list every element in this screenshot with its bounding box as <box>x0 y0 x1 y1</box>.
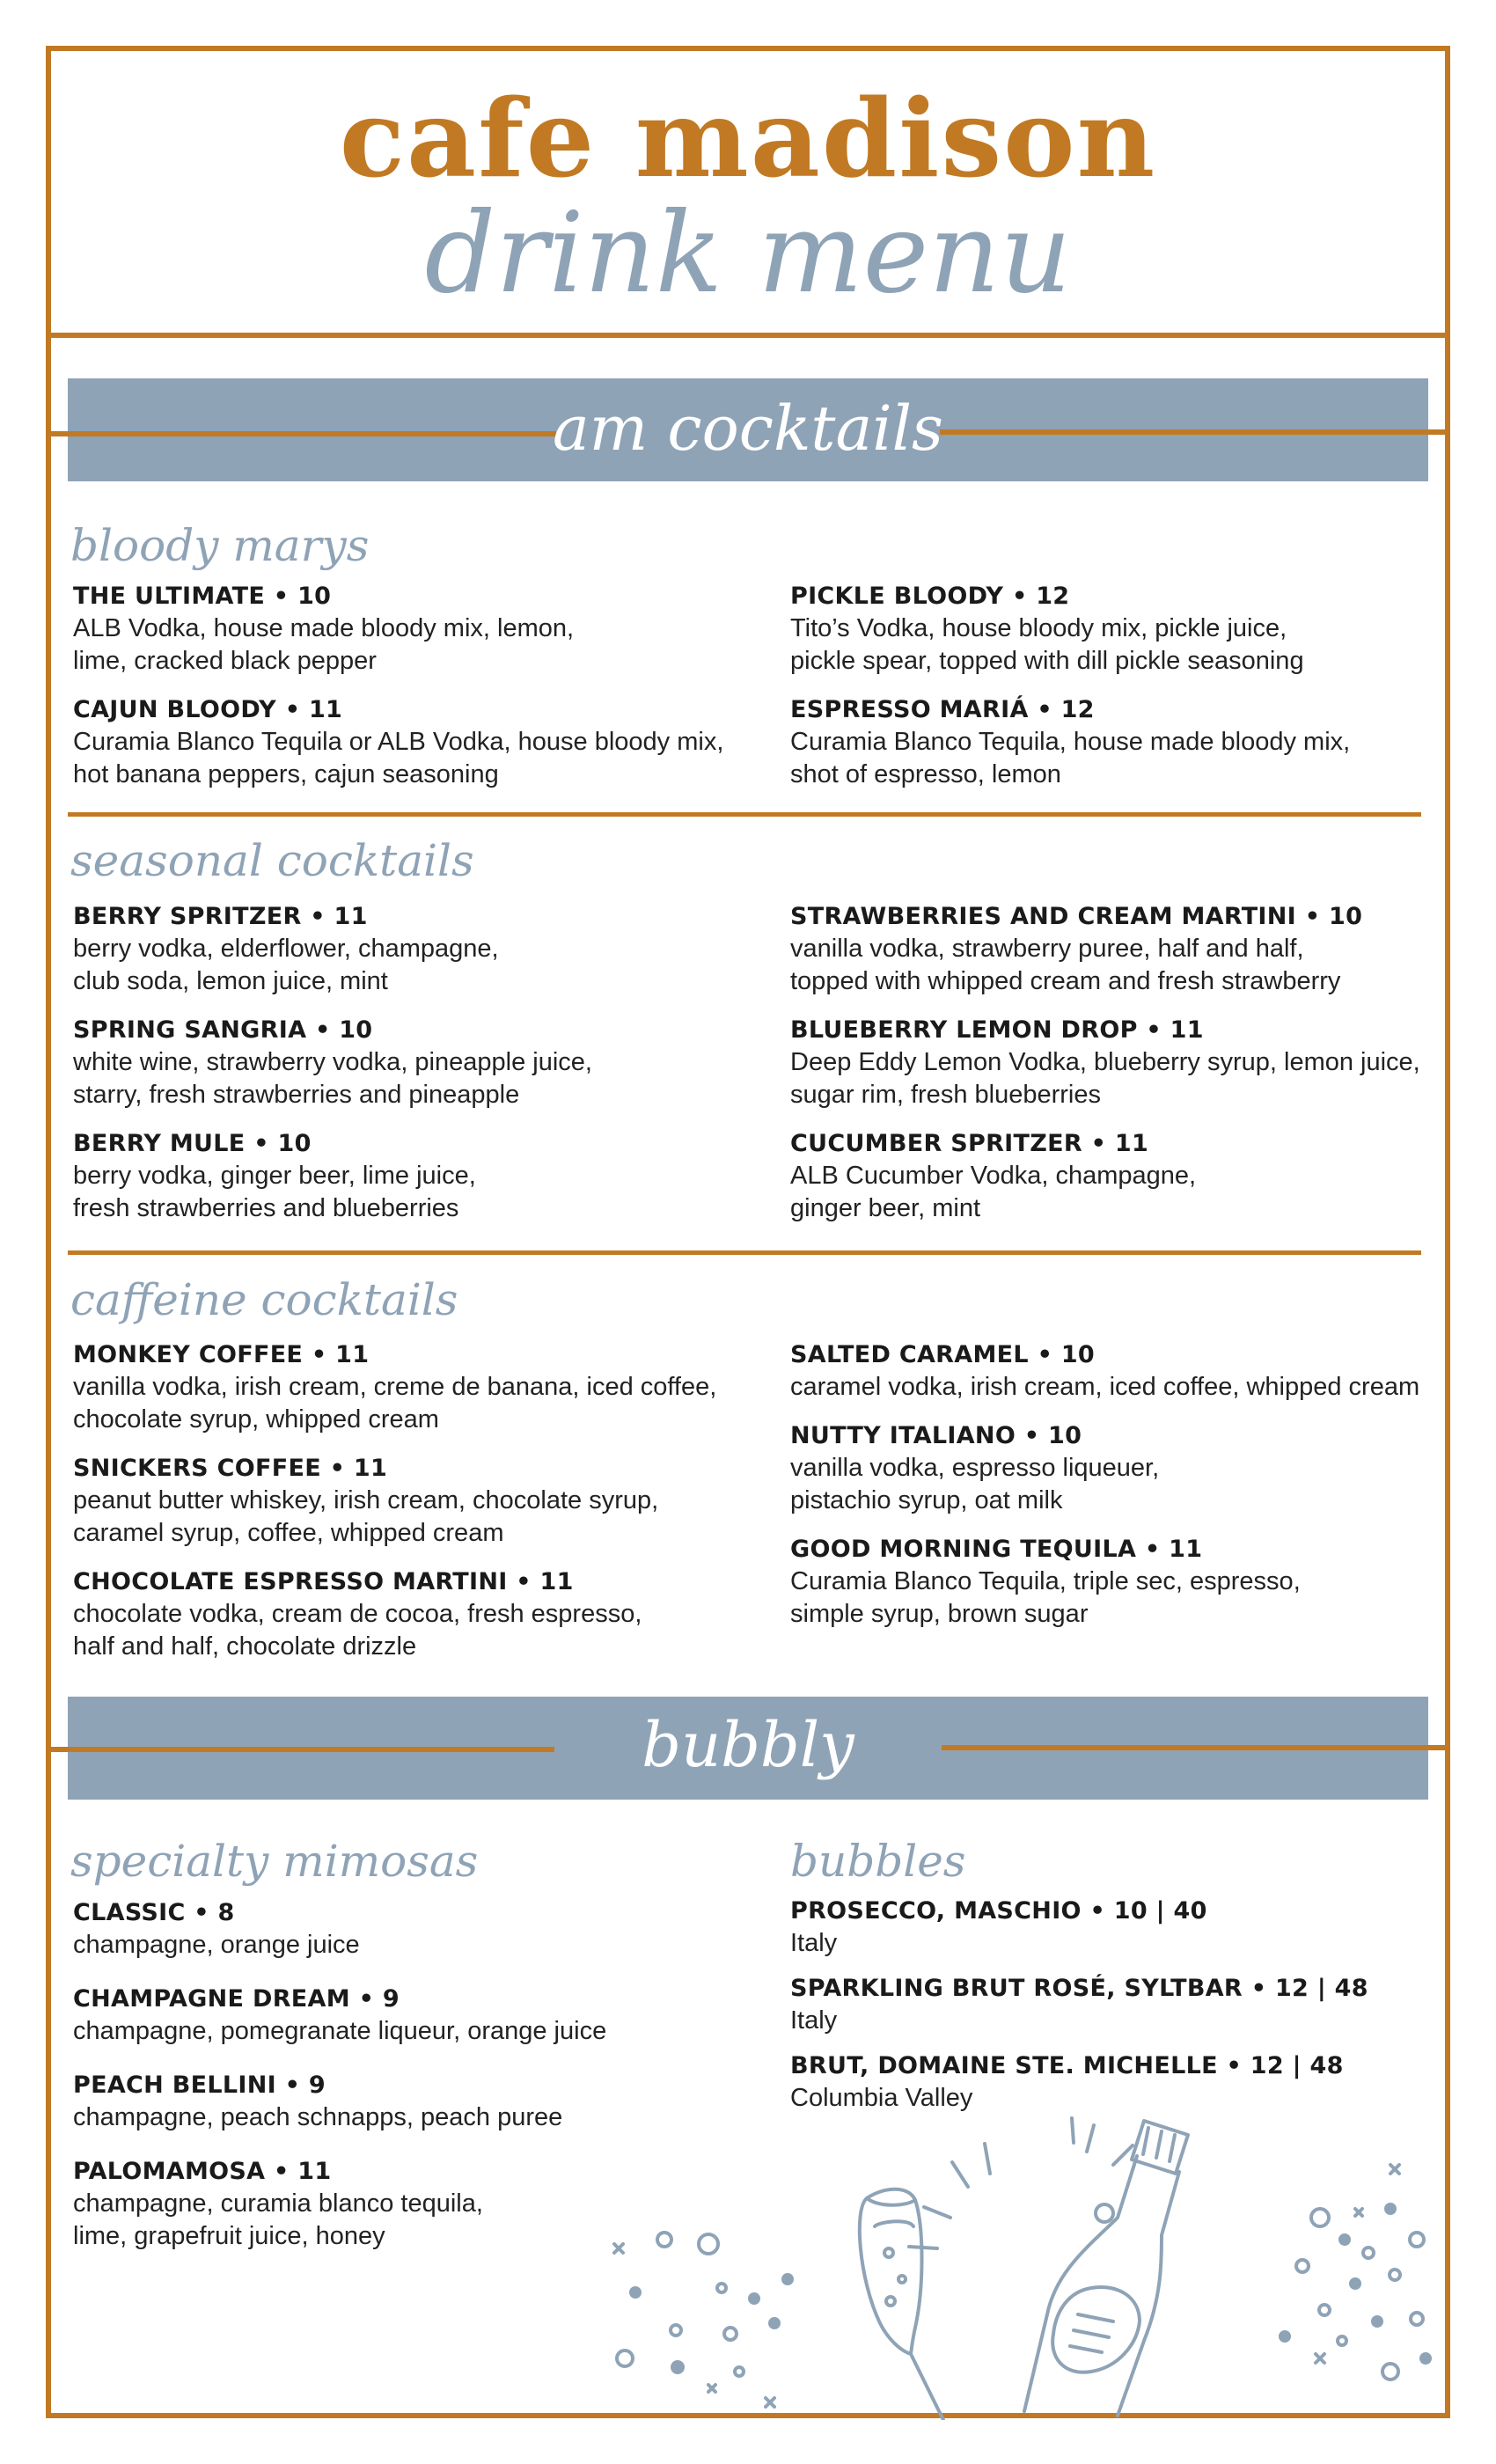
item-desc-line: Deep Eddy Lemon Vodka, blueberry syrup, lemon juice, <box>790 1048 1420 1076</box>
item-desc-line: sugar rim, fresh blueberries <box>790 1081 1101 1109</box>
menu-item <box>73 1339 742 1436</box>
item-name: BLUEBERRY LEMON DROP • 11 <box>790 1016 1204 1044</box>
menu-item <box>73 1015 742 1111</box>
item-name: PROSECCO, MASCHIO • 10 | 40 <box>790 1897 1207 1925</box>
header-divider <box>46 333 1450 338</box>
item-desc-line: champagne, curamia blanco tequila, <box>73 2189 483 2218</box>
item-desc-line: vanilla vodka, strawberry puree, half and half, <box>790 935 1304 963</box>
item-desc-line: Curamia Blanco Tequila or ALB Vodka, house bloody mix, <box>73 728 724 756</box>
band-label-am-cocktails: am cocktails <box>553 392 943 465</box>
item-desc-line: champagne, peach schnapps, peach puree <box>73 2103 563 2131</box>
champagne-flute-icon <box>860 2189 943 2420</box>
menu-title: cafe madison <box>339 75 1157 202</box>
menu-item <box>790 581 1459 678</box>
item-desc-line: caramel vodka, irish cream, iced coffee, whipped cream <box>790 1373 1420 1401</box>
menu-item <box>73 694 742 791</box>
item-name: CUCUMBER SPRITZER • 11 <box>790 1130 1149 1157</box>
item-name: PALOMAMOSA • 11 <box>73 2158 332 2185</box>
item-desc-line: champagne, orange juice <box>73 1931 360 1959</box>
bubbles-icon <box>614 2233 792 2407</box>
item-name: CAJUN BLOODY • 11 <box>73 696 343 723</box>
item-name: SNICKERS COFFEE • 11 <box>73 1455 388 1482</box>
champagne-bottle-icon <box>1024 2121 1188 2416</box>
item-desc-line: Curamia Blanco Tequila, triple sec, espresso, <box>790 1567 1301 1595</box>
item-name: SPARKLING BRUT ROSÉ, SYLTBAR • 12 | 48 <box>790 1975 1368 2002</box>
item-name: ESPRESSO MARIÁ • 12 <box>790 696 1095 723</box>
item-desc-line: Curamia Blanco Tequila, house made bloody mix, <box>790 728 1351 756</box>
menu-item <box>790 1534 1459 1631</box>
item-name: CHAMPAGNE DREAM • 9 <box>73 1985 400 2013</box>
item-name: NUTTY ITALIANO • 10 <box>790 1422 1082 1449</box>
band-label-bubbly: bubbly <box>642 1709 854 1781</box>
item-desc-line: Columbia Valley <box>790 2084 973 2112</box>
section-divider <box>68 1250 1421 1255</box>
item-desc-line: vanilla vodka, espresso liqueuer, <box>790 1454 1160 1482</box>
item-name: MONKEY COFFEE • 11 <box>73 1341 370 1368</box>
item-desc-line: half and half, chocolate drizzle <box>73 1632 417 1661</box>
item-name: BERRY SPRITZER • 11 <box>73 903 368 930</box>
menu-item <box>790 694 1459 791</box>
section-divider <box>68 812 1421 817</box>
item-desc-line: club soda, lemon juice, mint <box>73 967 388 995</box>
item-name: PICKLE BLOODY • 12 <box>790 583 1070 610</box>
item-name: BRUT, DOMAINE STE. MICHELLE • 12 | 48 <box>790 2052 1344 2079</box>
item-desc-line: peanut butter whiskey, irish cream, chocolate syrup, <box>73 1486 659 1514</box>
item-desc-line: topped with whipped cream and fresh strawberry <box>790 967 1341 995</box>
item-desc-line: shot of espresso, lemon <box>790 760 1061 788</box>
item-desc-line: Tito’s Vodka, house bloody mix, pickle juice, <box>790 614 1287 642</box>
section-title-caffeine-cocktails: caffeine cocktails <box>70 1274 458 1325</box>
section-title-specialty-mimosas: specialty mimosas <box>70 1836 479 1887</box>
item-desc-line: lime, grapefruit juice, honey <box>73 2222 385 2250</box>
item-desc-line: pistachio syrup, oat milk <box>790 1486 1063 1514</box>
menu-item <box>73 1128 742 1225</box>
item-desc-line: starry, fresh strawberries and pineapple <box>73 1081 520 1109</box>
menu-subtitle: drink menu <box>424 188 1072 318</box>
menu-item <box>790 1420 1459 1517</box>
menu-item <box>73 1566 742 1663</box>
item-desc-line: pickle spear, topped with dill pickle seasoning <box>790 647 1304 675</box>
item-name: SPRING SANGRIA • 10 <box>73 1016 373 1044</box>
item-name: PEACH BELLINI • 9 <box>73 2072 326 2099</box>
item-name: SALTED CARAMEL • 10 <box>790 1341 1095 1368</box>
item-name: CHOCOLATE ESPRESSO MARTINI • 11 <box>73 1568 574 1595</box>
item-desc-line: champagne, pomegranate liqueur, orange juice <box>73 2017 607 2045</box>
item-desc-line: Italy <box>790 2006 838 2035</box>
section-title-seasonal-cocktails: seasonal cocktails <box>70 835 474 886</box>
item-desc-line: ALB Cucumber Vodka, champagne, <box>790 1162 1197 1190</box>
menu-item <box>790 1015 1459 1111</box>
item-desc-line: simple syrup, brown sugar <box>790 1600 1089 1628</box>
menu-item <box>790 1339 1459 1404</box>
menu-item <box>790 1896 1459 1960</box>
item-desc-line: lime, cracked black pepper <box>73 647 377 675</box>
menu-item <box>73 1453 742 1550</box>
item-desc-line: Italy <box>790 1929 838 1957</box>
section-title-bubbles: bubbles <box>790 1836 966 1887</box>
item-desc-line: berry vodka, ginger beer, lime juice, <box>73 1162 476 1190</box>
item-desc-line: berry vodka, elderflower, champagne, <box>73 935 499 963</box>
item-desc-line: ginger beer, mint <box>790 1194 981 1222</box>
item-desc-line: hot banana peppers, cajun seasoning <box>73 760 499 788</box>
menu-item <box>790 1128 1459 1225</box>
item-name: GOOD MORNING TEQUILA • 11 <box>790 1536 1203 1563</box>
item-desc-line: chocolate vodka, cream de cocoa, fresh espresso, <box>73 1600 642 1628</box>
section-title-bloody-marys: bloody marys <box>70 520 370 571</box>
champagne-illustration <box>598 2103 1443 2420</box>
item-name: STRAWBERRIES AND CREAM MARTINI • 10 <box>790 903 1363 930</box>
menu-item <box>73 1984 742 2048</box>
menu-item <box>790 901 1459 998</box>
item-desc-line: fresh strawberries and blueberries <box>73 1194 459 1222</box>
menu-item <box>73 1897 742 1962</box>
item-desc-line: ALB Vodka, house made bloody mix, lemon, <box>73 614 575 642</box>
bubbles-icon <box>1280 2165 1430 2380</box>
item-name: THE ULTIMATE • 10 <box>73 583 332 610</box>
item-name: CLASSIC • 8 <box>73 1899 235 1926</box>
menu-item <box>73 901 742 998</box>
menu-item <box>790 1973 1459 2037</box>
item-name: BERRY MULE • 10 <box>73 1130 312 1157</box>
item-desc-line: chocolate syrup, whipped cream <box>73 1405 439 1434</box>
menu-item <box>73 581 742 678</box>
item-desc-line: vanilla vodka, irish cream, creme de banana, iced coffee, <box>73 1373 717 1401</box>
item-desc-line: white wine, strawberry vodka, pineapple juice, <box>73 1048 592 1076</box>
item-desc-line: caramel syrup, coffee, whipped cream <box>73 1519 504 1547</box>
